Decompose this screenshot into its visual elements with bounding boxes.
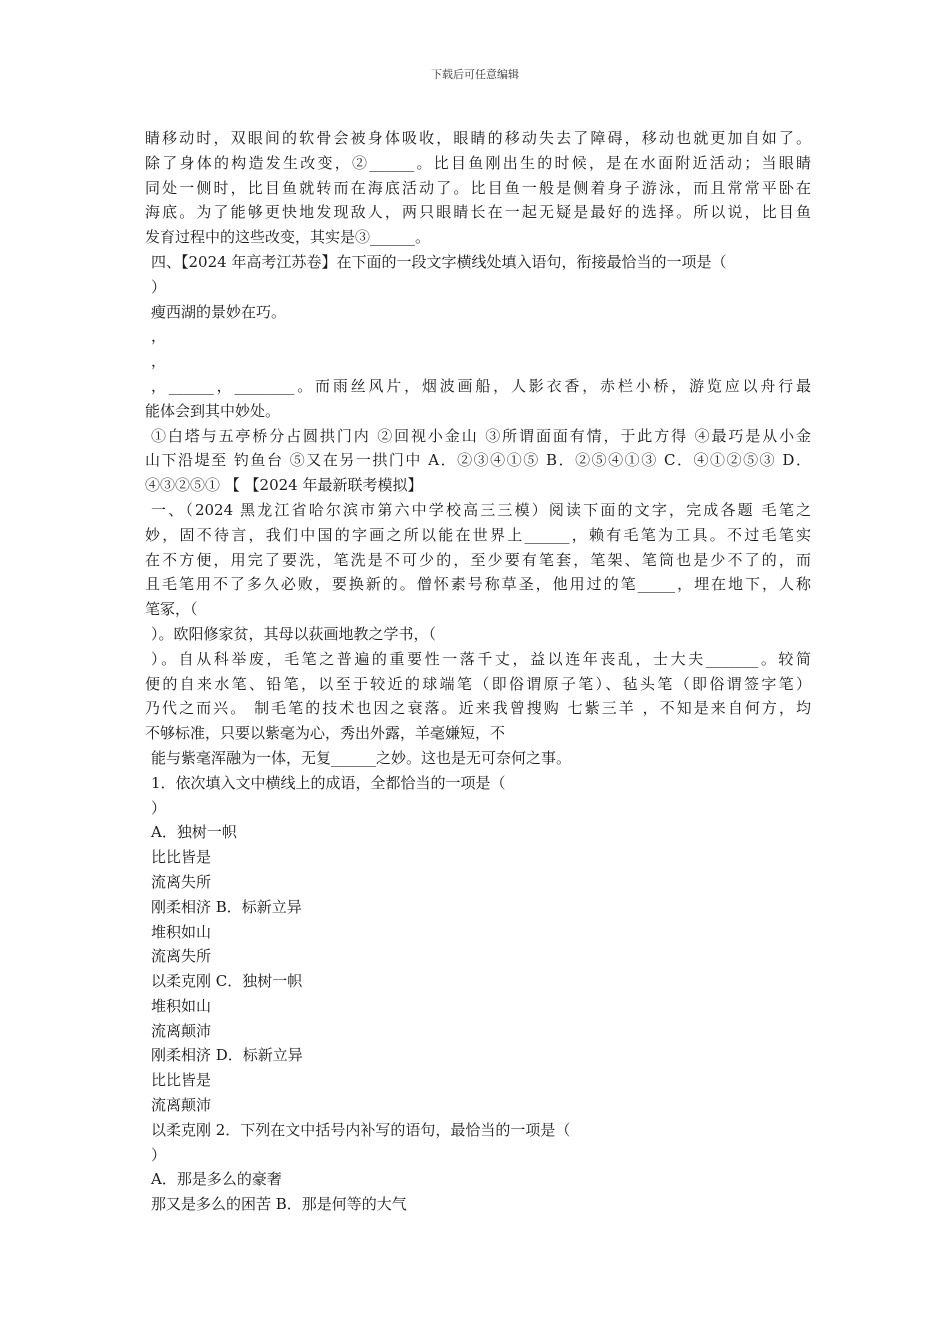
page-header: 下载后可任意编辑 bbox=[431, 68, 519, 81]
text-line: 刚柔相济 B．标新立异 bbox=[151, 897, 302, 916]
text-line: 流离颠沛 bbox=[151, 1021, 212, 1040]
text-line: 妙，固不待言，我们中国的字画之所以能在世界上______，赖有毛笔为工具。不过毛笔实 bbox=[145, 525, 811, 544]
text-line: 流离失所 bbox=[151, 872, 212, 891]
text-line: 四、【2024 年高考江苏卷】在下面的一段文字横线处填入语句，衔接最恰当的一项是（ bbox=[151, 252, 727, 271]
text-line: 发育过程中的这些改变，其实是③______。 bbox=[145, 228, 431, 247]
text-line: ，______，________。而雨丝风片，烟波画船，人影衣香，赤栏小桥，游览应以舟行最 bbox=[151, 376, 811, 395]
text-line: 比比皆是 bbox=[151, 848, 212, 867]
text-line: ④③②⑤① 【 【2024 年最新联考模拟】 bbox=[145, 476, 423, 495]
text-line: 刚柔相济 D．标新立异 bbox=[151, 1046, 303, 1065]
text-line: A．那是多么的豪奢 bbox=[151, 1170, 282, 1189]
text-line: 比比皆是 bbox=[151, 1071, 212, 1090]
text-line: 睛移动时，双眼间的软骨会被身体吸收，眼睛的移动失去了障碍，移动也就更加自如了。 bbox=[145, 129, 811, 147]
text-line: 且毛笔用不了多久必败，要换新的。僧怀素号称草圣，他用过的笔_____，埋在地下，人称 bbox=[145, 575, 811, 594]
text-line: 流离颠沛 bbox=[151, 1096, 212, 1115]
text-line: 以柔克刚 C．独树一帜 bbox=[151, 972, 303, 991]
text-line: 不够标准，只要以紫毫为心，秀出外露，羊毫嫌短，不 bbox=[145, 724, 506, 743]
text-line: ， bbox=[151, 352, 167, 371]
text-line: 能体会到其中妙处。 bbox=[145, 401, 281, 420]
text-line: 堆积如山 bbox=[151, 996, 212, 1015]
text-line: 海底。为了能够更快地发现敌人，两只眼睛长在一起无疑是最好的选择。所以说，比目鱼 bbox=[145, 203, 811, 222]
text-line: 流离失所 bbox=[151, 947, 212, 966]
text-line: 1．依次填入文中横线上的成语，全都恰当的一项是（ bbox=[151, 773, 506, 792]
text-line: A．独树一帜 bbox=[151, 823, 237, 842]
text-line: 同处一侧时，比目鱼就转而在海底活动了。比目鱼一般是侧着身子游泳，而且常常平卧在 bbox=[145, 178, 811, 197]
text-line: 以柔克刚 2．下列在文中括号内补写的语句，最恰当的一项是（ bbox=[151, 1120, 571, 1139]
text-line: 笔冢，（ bbox=[145, 600, 198, 619]
document-body bbox=[145, 126, 811, 1217]
text-line: ） bbox=[151, 1145, 167, 1164]
text-line: ）。欧阳修家贫，其母以荻画地教之学书，（ bbox=[151, 624, 437, 643]
text-line: ） bbox=[151, 798, 167, 817]
text-line: 瘦西湖的景妙在巧。 bbox=[151, 302, 287, 321]
text-line: 那又是多么的困苦 B．那是何等的大气 bbox=[151, 1195, 407, 1214]
text-line: ①白塔与五亭桥分占圆拱门内 ②回视小金山 ③所谓面面有情，于此方得 ④最巧是从小金 bbox=[151, 426, 811, 445]
text-line: ）。自从科举废，毛笔之普遍的重要性一落千丈，益以连年丧乱，士大夫_______。较简 bbox=[151, 649, 811, 668]
text-line: 堆积如山 bbox=[151, 922, 212, 941]
text-line: 除了身体的构造发生改变，②______。比目鱼刚出生的时候，是在水面附近活动；当眼睛 bbox=[145, 153, 811, 172]
text-line: 一、（2024 黑龙江省哈尔滨市第六中学校高三三模）阅读下面的文字，完成各题 毛笔之 bbox=[151, 500, 811, 519]
text-line: ） bbox=[151, 277, 167, 296]
text-line: 山下沿堤至 钓鱼台 ⑤又在另一拱门中 A．②③④①⑤ B．②⑤④①③ C．④①②⑤③ D． bbox=[145, 451, 811, 470]
text-line: 便的自来水笔、铅笔，以至于较近的球端笔（即俗谓原子笔）、毡头笔（即俗谓签字笔） bbox=[145, 674, 811, 693]
text-line: 能与紫毫浑融为一体，无复______之妙。这也是无可奈何之事。 bbox=[151, 748, 572, 767]
text-line: 乃代之而兴。 制毛笔的技术也因之衰落。近来我曾搜购 七紫三羊 ，不知是来自何方，均 bbox=[145, 699, 811, 718]
text-line: 在不方便，用完了要洗，笔洗是不可少的，至少要有笔套，笔架、笔筒也是少不了的，而 bbox=[145, 550, 811, 569]
text-line: ， bbox=[151, 327, 167, 346]
